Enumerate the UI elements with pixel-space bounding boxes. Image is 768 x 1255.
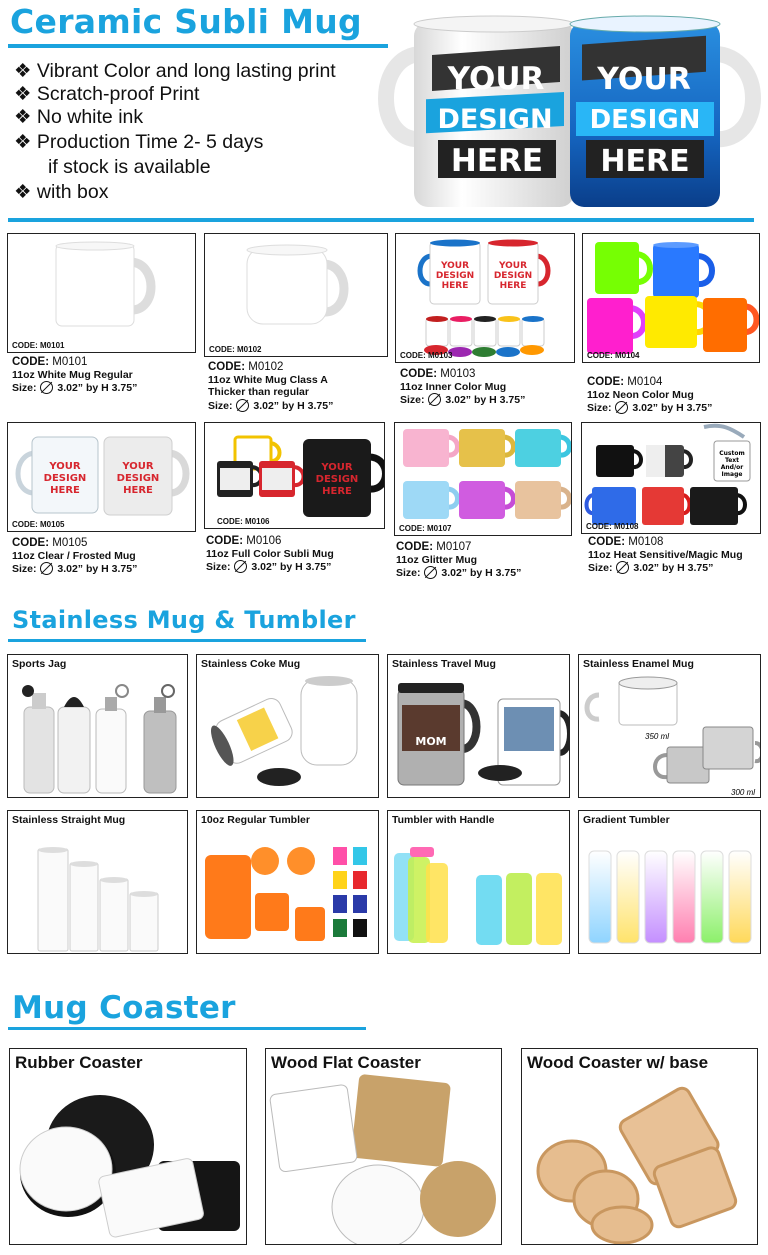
- diameter-icon: [428, 393, 441, 406]
- product-card-m0108[interactable]: [581, 422, 761, 534]
- hero-text: DESIGN: [437, 104, 553, 135]
- product-card-m0105[interactable]: [7, 422, 196, 532]
- product-title: Wood Coaster w/ base: [527, 1053, 709, 1072]
- svg-text:YOUR: YOUR: [440, 261, 470, 271]
- hero-text: HERE: [450, 143, 544, 179]
- svg-text:DESIGN: DESIGN: [435, 271, 475, 281]
- coke-mug-image: [197, 655, 379, 798]
- product-title: Gradient Tumbler: [583, 814, 670, 826]
- magic-mugs-image: [582, 423, 761, 534]
- feature-item: ❖ Scratch-proof Print: [14, 83, 200, 105]
- glitter-mugs-image: [395, 423, 572, 536]
- product-card-stainless-coke-mug[interactable]: [196, 654, 379, 798]
- product-card-10oz-regular-tumbler[interactable]: [196, 810, 379, 954]
- svg-text:Image: Image: [721, 471, 743, 478]
- white-mug-image: [48, 240, 160, 330]
- gradient-tumblers-image: [579, 811, 761, 954]
- diameter-icon: [424, 566, 437, 579]
- svg-text:HERE: HERE: [322, 486, 352, 497]
- product-card-m0104[interactable]: [582, 233, 760, 363]
- hero-text: YOUR: [597, 62, 691, 97]
- product-caption: CODE: M0103 11oz Inner Color Mug Size: 3.02” by H 3.75”: [400, 368, 526, 406]
- bullet-icon: ❖: [14, 106, 37, 128]
- hero-text: HERE: [600, 144, 690, 179]
- diameter-icon: [616, 561, 629, 574]
- product-card-stainless-travel-mug[interactable]: [387, 654, 570, 798]
- diameter-icon: [40, 381, 53, 394]
- svg-text:And/or: And/or: [720, 464, 744, 471]
- product-card-stainless-enamel-mug[interactable]: [578, 654, 761, 798]
- svg-text:YOUR: YOUR: [321, 462, 353, 473]
- product-title: Tumbler with Handle: [392, 814, 495, 826]
- section-underline: [8, 1027, 366, 1030]
- feature-item: ❖ Vibrant Color and long lasting print: [14, 60, 336, 82]
- product-card-gradient-tumbler[interactable]: [578, 810, 761, 954]
- inner-color-mugs-image: [396, 234, 575, 363]
- product-card-m0101[interactable]: [7, 233, 196, 353]
- product-card-m0103[interactable]: [395, 233, 575, 363]
- enamel-size-label: 300 ml: [731, 788, 756, 797]
- feature-item: ❖ Production Time 2- 5 days: [14, 131, 264, 153]
- code-label: CODE: M0103: [400, 351, 453, 360]
- feature-item: ❖ with box: [14, 181, 109, 203]
- code-label: CODE: M0108: [586, 522, 639, 531]
- product-title: Stainless Straight Mug: [12, 814, 126, 826]
- regular-tumbler-image: [197, 811, 379, 954]
- svg-text:DESIGN: DESIGN: [315, 474, 359, 485]
- product-caption: CODE: M0104 11oz Neon Color Mug Size: 3.02” by H 3.75”: [587, 376, 713, 414]
- hero-text: DESIGN: [589, 105, 701, 135]
- product-card-rubber-coaster[interactable]: [9, 1048, 247, 1245]
- product-card-wood-coaster-with-base[interactable]: [521, 1048, 758, 1245]
- section-title-stainless: Stainless Mug & Tumbler: [12, 606, 356, 634]
- code-label: CODE: M0106: [217, 517, 270, 526]
- bullet-icon: ❖: [14, 60, 37, 82]
- diameter-icon: [236, 399, 249, 412]
- svg-text:YOUR: YOUR: [498, 261, 528, 271]
- full-color-mugs-image: [205, 423, 385, 529]
- enamel-size-label: 350 ml: [645, 732, 670, 741]
- product-title: Sports Jag: [12, 658, 67, 670]
- product-title: Wood Flat Coaster: [271, 1053, 421, 1072]
- svg-text:DESIGN: DESIGN: [116, 473, 160, 484]
- section-underline: [8, 639, 366, 642]
- hero-mugs-image: [374, 14, 766, 214]
- bullet-icon: ❖: [14, 181, 37, 203]
- diameter-icon: [234, 560, 247, 573]
- product-caption: CODE: M0107 11oz Glitter Mug Size: 3.02” by H 3.75”: [396, 541, 522, 579]
- white-mug-image: [241, 242, 353, 332]
- product-card-tumbler-with-handle[interactable]: [387, 810, 570, 954]
- feature-item: ❖ No white ink: [14, 106, 144, 128]
- svg-text:DESIGN: DESIGN: [43, 473, 87, 484]
- code-label: CODE: M0101: [12, 341, 65, 350]
- handle-tumblers-image: [388, 811, 570, 954]
- page-title: Ceramic Subli Mug: [10, 2, 362, 41]
- travel-mug-image: [388, 655, 570, 798]
- product-title: Rubber Coaster: [15, 1053, 143, 1072]
- product-card-wood-flat-coaster[interactable]: [265, 1048, 502, 1245]
- svg-text:YOUR: YOUR: [49, 461, 81, 472]
- straight-mugs-image: [8, 811, 188, 954]
- svg-text:Text: Text: [724, 457, 740, 464]
- product-title: Stainless Coke Mug: [201, 658, 301, 670]
- neon-mugs-image: [583, 234, 760, 363]
- code-label: CODE: M0104: [587, 351, 640, 360]
- rubber-coaster-image: [10, 1049, 247, 1245]
- product-card-m0102[interactable]: [204, 233, 388, 357]
- enamel-mug-image: [579, 655, 761, 798]
- diameter-icon: [615, 401, 628, 414]
- svg-text:HERE: HERE: [441, 281, 469, 291]
- product-card-m0106[interactable]: [204, 422, 385, 529]
- product-card-stainless-straight-mug[interactable]: [7, 810, 188, 954]
- svg-text:YOUR: YOUR: [122, 461, 154, 472]
- section-title-coaster: Mug Coaster: [12, 990, 236, 1026]
- bullet-icon: ❖: [14, 83, 37, 105]
- product-caption: CODE: M0101 11oz White Mug Regular Size: 3.02” by H 3.75”: [12, 356, 138, 394]
- travel-mug-text: MOM: [415, 735, 447, 748]
- clear-frosted-mugs-image: [8, 423, 196, 532]
- product-caption: CODE: M0108 11oz Heat Sensitive/Magic Mug Size: 3.02” by H 3.75”: [588, 536, 743, 574]
- code-label: CODE: M0102: [209, 345, 262, 354]
- product-card-m0107[interactable]: [394, 422, 572, 536]
- product-caption: CODE: M0105 11oz Clear / Frosted Mug Size: 3.02” by H 3.75”: [12, 537, 138, 575]
- diameter-icon: [40, 562, 53, 575]
- hero-text: YOUR: [447, 61, 545, 97]
- svg-text:HERE: HERE: [50, 485, 80, 496]
- product-title: Stainless Enamel Mug: [583, 658, 694, 670]
- wood-coaster-base-image: [522, 1049, 758, 1245]
- code-label: CODE: M0107: [399, 524, 452, 533]
- svg-text:DESIGN: DESIGN: [493, 271, 533, 281]
- title-underline: [8, 44, 388, 48]
- svg-text:HERE: HERE: [499, 281, 527, 291]
- sports-bottles-image: [8, 655, 188, 798]
- svg-text:Custom: Custom: [719, 450, 745, 457]
- section-divider: [8, 218, 754, 222]
- bullet-icon: ❖: [14, 131, 37, 153]
- product-title: Stainless Travel Mug: [392, 658, 496, 670]
- product-card-sports-jag[interactable]: [7, 654, 188, 798]
- code-label: CODE: M0105: [12, 520, 65, 529]
- svg-text:HERE: HERE: [123, 485, 153, 496]
- feature-item-continued: if stock is available: [48, 156, 211, 178]
- wood-flat-coaster-image: [266, 1049, 502, 1245]
- product-caption: CODE: M0106 11oz Full Color Subli Mug Size: 3.02” by H 3.75”: [206, 535, 334, 573]
- product-caption: CODE: M0102 11oz White Mug Class A Thicker than regular Size: 3.02” by H 3.75”: [208, 361, 334, 412]
- product-title: 10oz Regular Tumbler: [201, 814, 310, 826]
